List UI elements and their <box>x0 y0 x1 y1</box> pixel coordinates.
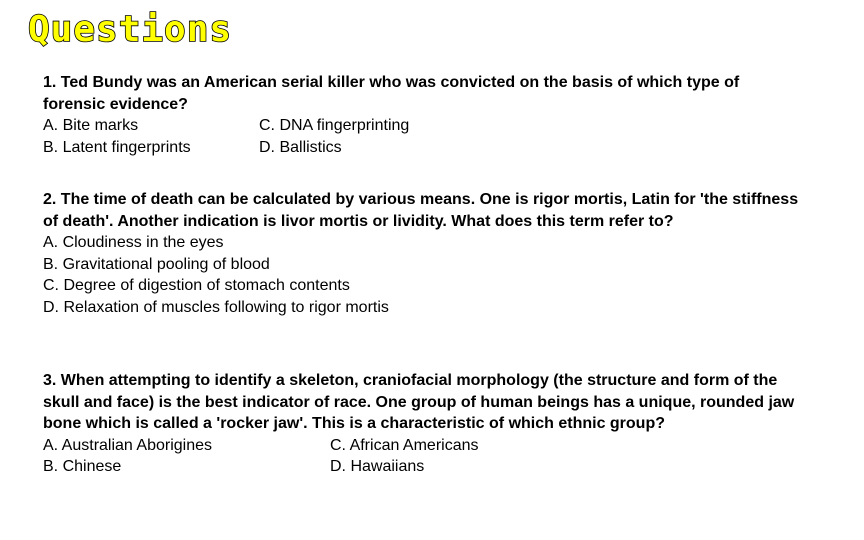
question-2-option-a: A. Cloudiness in the eyes <box>43 234 224 251</box>
question-1-text: 1. Ted Bundy was an American serial killer who was convicted on the basis of which type of forensic evidence? <box>43 74 740 113</box>
question-1 <box>43 72 803 158</box>
question-3-option-b: B. Chinese <box>43 458 122 475</box>
page-title: Questions <box>28 9 233 50</box>
question-3-text: 3. When attempting to identify a skeleton, craniofacial morphology (the structure and form of the skull and face) is the best indicator of race. One group of human beings has a unique, rounded jaw bone which is called a 'rocker jaw'. This is a characteristic of which ethnic group? <box>43 372 795 432</box>
question-1-options <box>43 115 803 158</box>
question-3-options <box>43 435 803 478</box>
question-1-option-a: A. Bite marks <box>43 117 139 134</box>
question-1-option-b: B. Latent fingerprints <box>43 138 191 156</box>
question-3-option-d: D. Hawaiians <box>330 458 425 475</box>
question-3-option-a: A. Australian Aborigines <box>43 436 212 454</box>
question-3 <box>43 370 803 478</box>
question-2-option-c: C. Degree of digestion of stomach contents <box>43 277 350 294</box>
question-2-option-d: D. Relaxation of muscles following to rigor mortis <box>43 298 389 316</box>
question-2-text: 2. The time of death can be calculated by various means. One is rigor mortis, Latin for 'the stiffness of death'. Another indication is livor mortis or lividity. What does this term refer to? <box>43 191 799 230</box>
question-2-option-b: B. Gravitational pooling of blood <box>43 255 270 273</box>
question-3-option-c: C. African Americans <box>330 436 479 454</box>
question-1-option-d: D. Ballistics <box>259 138 342 156</box>
question-2 <box>43 189 803 318</box>
question-1-option-c: C. DNA fingerprinting <box>259 117 410 134</box>
